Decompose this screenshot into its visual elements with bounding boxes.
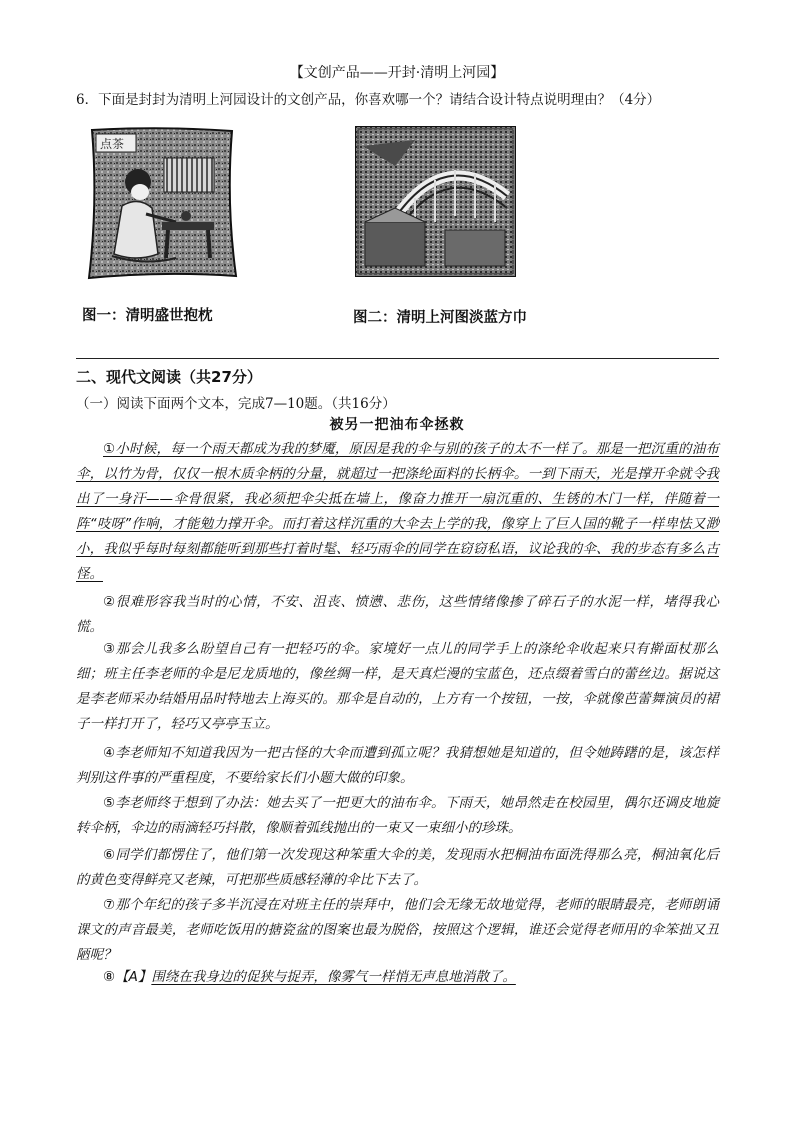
pillow-tag-text: 点茶 [100,137,125,151]
figure-2-caption: 图二：清明上河图淡蓝方巾 [353,310,527,326]
paragraph-8 [76,965,719,990]
question-6: 6．下面是封封为清明上河园设计的文创产品，你喜欢哪一个？请结合设计特点说明理由？（4分） [76,92,661,108]
paragraph-5: ⑤李老师终于想到了办法：她去买了一把更大的油布伞。下雨天，她昂然走在校园里，偶尔还调皮地旋转伞柄，伞边的雨滴轻巧抖散，像顺着弧线抛出的一束又一束细小的珍珠。 [76,795,719,836]
paragraph-2: ②很难形容我当时的心情，不安、沮丧、愤懑、悲伤，这些情绪像掺了碎石子的水泥一样，堵得我心慌。 [76,594,719,635]
paragraph-8-marker: ⑧【A】 [103,969,152,985]
paragraph-1-text: ①小时候，每一个雨天都成为我的梦魇，原因是我的伞与别的孩子的太不一样了。那是一把沉重的油布伞，以竹为骨，仅仅一根木质伞柄的分量，就超过一把涤纶面料的长柄伞。一到下雨天，光是撑开伞就令我出了一身汗——伞骨很紧，我必须把伞尖抵在墙上，像奋力推开一扇沉重的、生锈的木门一样，伴随着一阵“吱呀”作响，才能勉力撑开伞。而打着这样沉重的大伞去上学的我，像穿上了巨人国的靴子一样卑怯又渺小，我似乎每时每刻都能听到那些打着时髦、轻巧雨伞的同学在窃窃私语，议论我的伞、我的步态有多么古怪。 [76,441,719,582]
section-heading: 二、现代文阅读（共27分） [76,368,262,386]
section-divider [76,358,719,359]
handkerchief-illustration [355,126,516,277]
paragraph-3: ③那会儿我多么盼望自己有一把轻巧的伞。家境好一点儿的同学手上的涤纶伞收起来只有擀面杖那么细；班主任李老师的伞是尼龙质地的，像丝绸一样，是天真烂漫的宝蓝色，还点缀着雪白的蕾丝边。据说这是李老师采办结婚用品时特地去上海买的。那伞是自动的，上方有一个按钮，一按，伞就像芭蕾舞演员的裙子一样打开了，轻巧又亭亭玉立。 [76,641,719,732]
figure-1-caption: 图一：清明盛世抱枕 [82,308,213,324]
paragraph-1 [76,437,719,587]
paragraph-8-text: 围绕在我身边的促狭与捉弄，像雾气一样悄无声息地消散了。 [151,969,516,985]
section-subheading: （一）阅读下面两个文本，完成7—10题。（共16分） [76,396,396,412]
pillow-image [86,126,238,280]
handkerchief-image [355,126,516,277]
article-title: 被另一把油布伞拯救 [329,417,465,433]
section-title: 【文创产品——开封·清明上河园】 [289,65,505,81]
paragraph-4: ④李老师知不知道我因为一把古怪的大伞而遭到孤立呢？我猜想她是知道的，但令她踌躇的是，该怎样判别这件事的严重程度，不要给家长们小题大做的印象。 [76,745,719,786]
paragraph-7: ⑦那个年纪的孩子多半沉浸在对班主任的崇拜中，他们会无缘无故地觉得，老师的眼睛最亮，老师朗诵课文的声音最美，老师吃饭用的搪瓷盆的图案也最为脱俗，按照这个逻辑，谁还会觉得老师用的伞笨拙又丑陋呢？ [76,897,719,963]
paragraph-6: ⑥同学们都愣住了，他们第一次发现这种笨重大伞的美，发现雨水把桐油布面洗得那么亮，桐油氧化后的黄色变得鲜亮又老辣，可把那些质感轻薄的伞比下去了。 [76,847,719,888]
pillow-illustration [86,126,238,280]
